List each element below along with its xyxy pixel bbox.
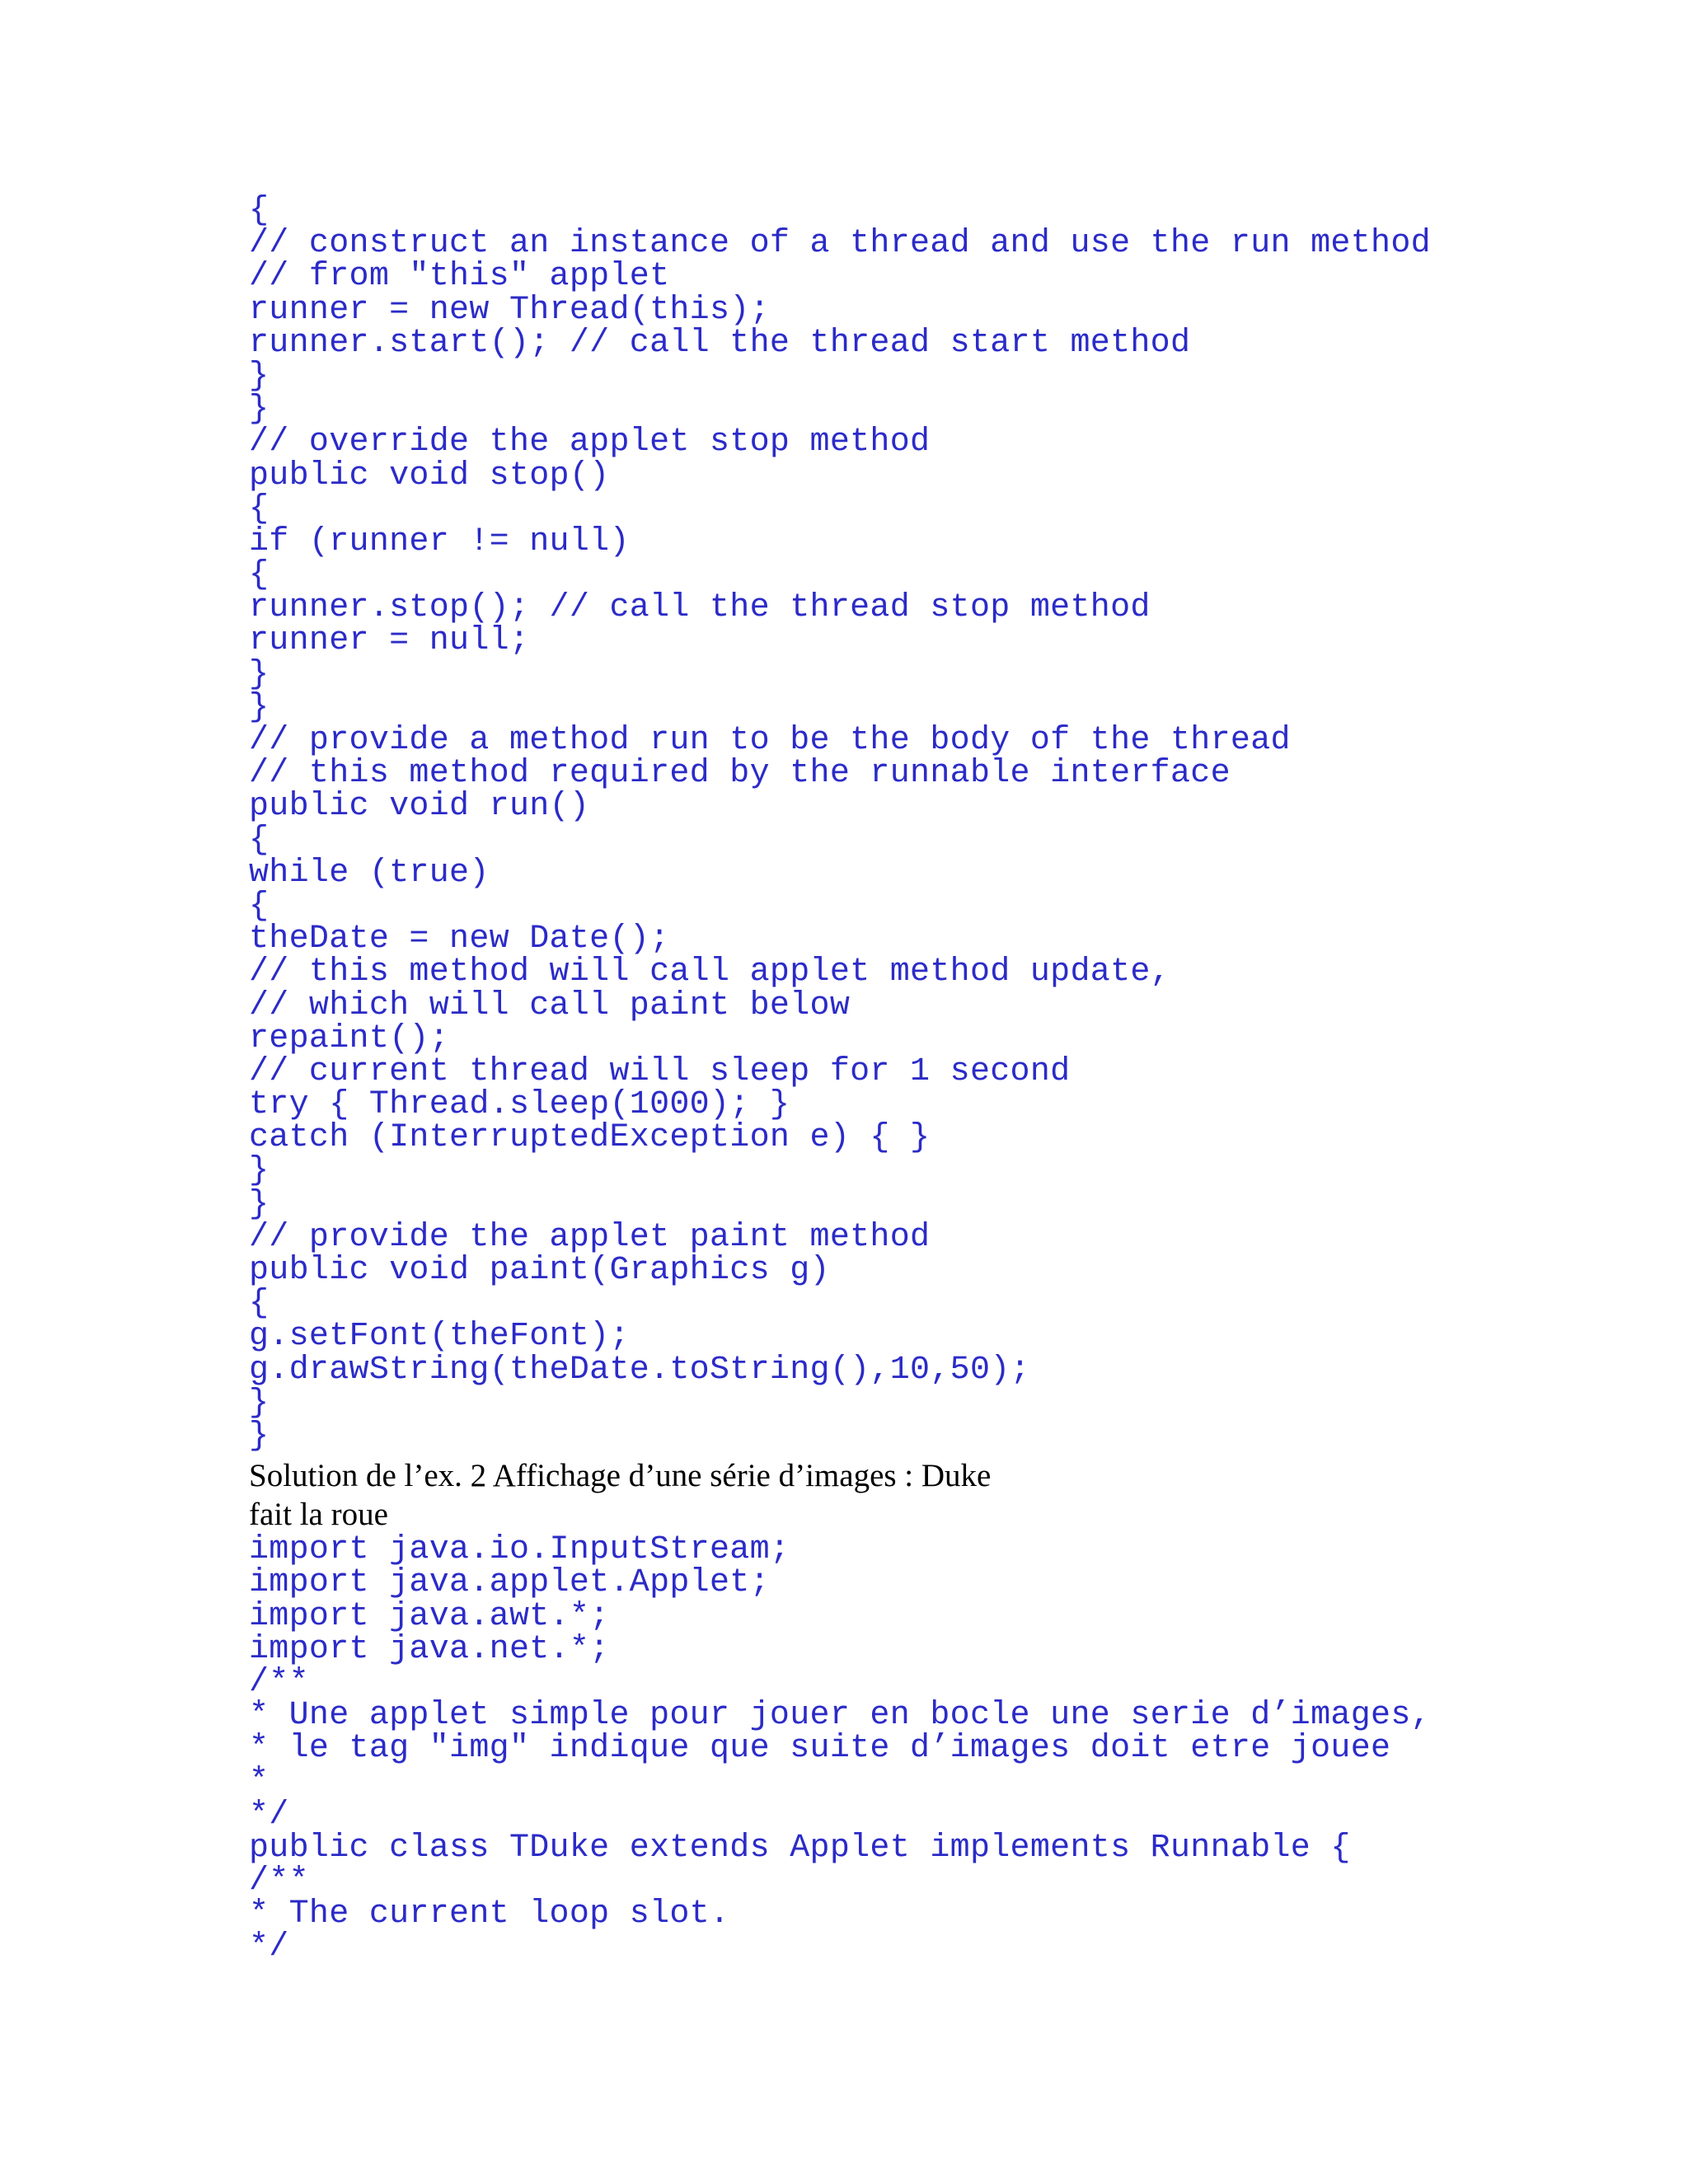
- code-line: public class TDuke extends Applet implements Runnable {: [249, 1829, 1351, 1867]
- code-line: */: [249, 1929, 289, 1966]
- code-line: import java.applet.Applet;: [249, 1564, 770, 1602]
- code-line: }: [249, 1384, 270, 1422]
- code-line: catch (InterruptedException e) { }: [249, 1119, 931, 1157]
- code-line: }: [249, 391, 270, 429]
- code-line: * le tag "img" indique que suite d’images doit etre jouee: [249, 1730, 1391, 1768]
- code-line: // override the applet stop method: [249, 424, 931, 462]
- code-line: // construct an instance of a thread and use the run method: [249, 225, 1431, 263]
- code-line: */: [249, 1796, 289, 1834]
- code-line: {: [249, 192, 270, 229]
- code-line: }: [249, 1152, 270, 1190]
- code-line: if (runner != null): [249, 523, 630, 560]
- code-line: }: [249, 1417, 270, 1455]
- code-line: }: [249, 688, 270, 726]
- code-line: // this method will call applet method update,: [249, 954, 1170, 991]
- code-line: runner.stop(); // call the thread stop method: [249, 589, 1151, 627]
- code-line: g.setFont(theFont);: [249, 1318, 630, 1356]
- code-line: // this method required by the runnable interface: [249, 755, 1231, 793]
- code-line: runner = new Thread(this);: [249, 291, 770, 329]
- code-line: runner.start(); // call the thread start method: [249, 324, 1191, 362]
- code-line: import java.io.InputStream;: [249, 1531, 790, 1569]
- code-line: public void paint(Graphics g): [249, 1252, 830, 1289]
- code-line: /**: [249, 1863, 309, 1900]
- code-line: repaint();: [249, 1019, 450, 1057]
- code-line: {: [249, 490, 270, 527]
- code-line: theDate = new Date();: [249, 921, 670, 958]
- code-line: {: [249, 887, 270, 925]
- code-line: {: [249, 556, 270, 594]
- code-line: }: [249, 655, 270, 693]
- exercise-heading: [249, 1453, 1650, 1534]
- code-line: /**: [249, 1663, 309, 1701]
- code-line: }: [249, 1185, 270, 1223]
- code-listing-applet-thread: [249, 194, 1650, 1453]
- code-line: {: [249, 1285, 270, 1323]
- code-line: // current thread will sleep for 1 second: [249, 1052, 1071, 1090]
- code-line: *: [249, 1763, 270, 1801]
- code-line: }: [249, 357, 270, 395]
- code-line: try { Thread.sleep(1000); }: [249, 1086, 790, 1124]
- code-line: public void stop(): [249, 457, 610, 494]
- code-line: import java.awt.*;: [249, 1597, 610, 1635]
- code-line: runner = null;: [249, 622, 530, 660]
- page-content: [249, 194, 1650, 1965]
- code-line: * Une applet simple pour jouer en bocle une serie d’images,: [249, 1697, 1431, 1735]
- code-line: {: [249, 821, 270, 859]
- code-line: // provide the applet paint method: [249, 1218, 931, 1256]
- code-line: // provide a method run to be the body of the thread: [249, 722, 1291, 759]
- code-line: g.drawString(theDate.toString(),10,50);: [249, 1351, 1030, 1389]
- code-line: import java.net.*;: [249, 1630, 610, 1668]
- code-line: while (true): [249, 854, 490, 892]
- exercise-heading-line-2: fait la roue: [249, 1497, 388, 1533]
- code-line: // which will call paint below: [249, 987, 851, 1024]
- code-line: // from "this" applet: [249, 258, 670, 296]
- code-line: * The current loop slot.: [249, 1896, 730, 1933]
- exercise-heading-line-1: Solution de l’ex. 2 Affichage d’une série d’images : Duke: [249, 1458, 992, 1494]
- code-line: public void run(): [249, 788, 590, 826]
- code-listing-tduke: [249, 1531, 1650, 1966]
